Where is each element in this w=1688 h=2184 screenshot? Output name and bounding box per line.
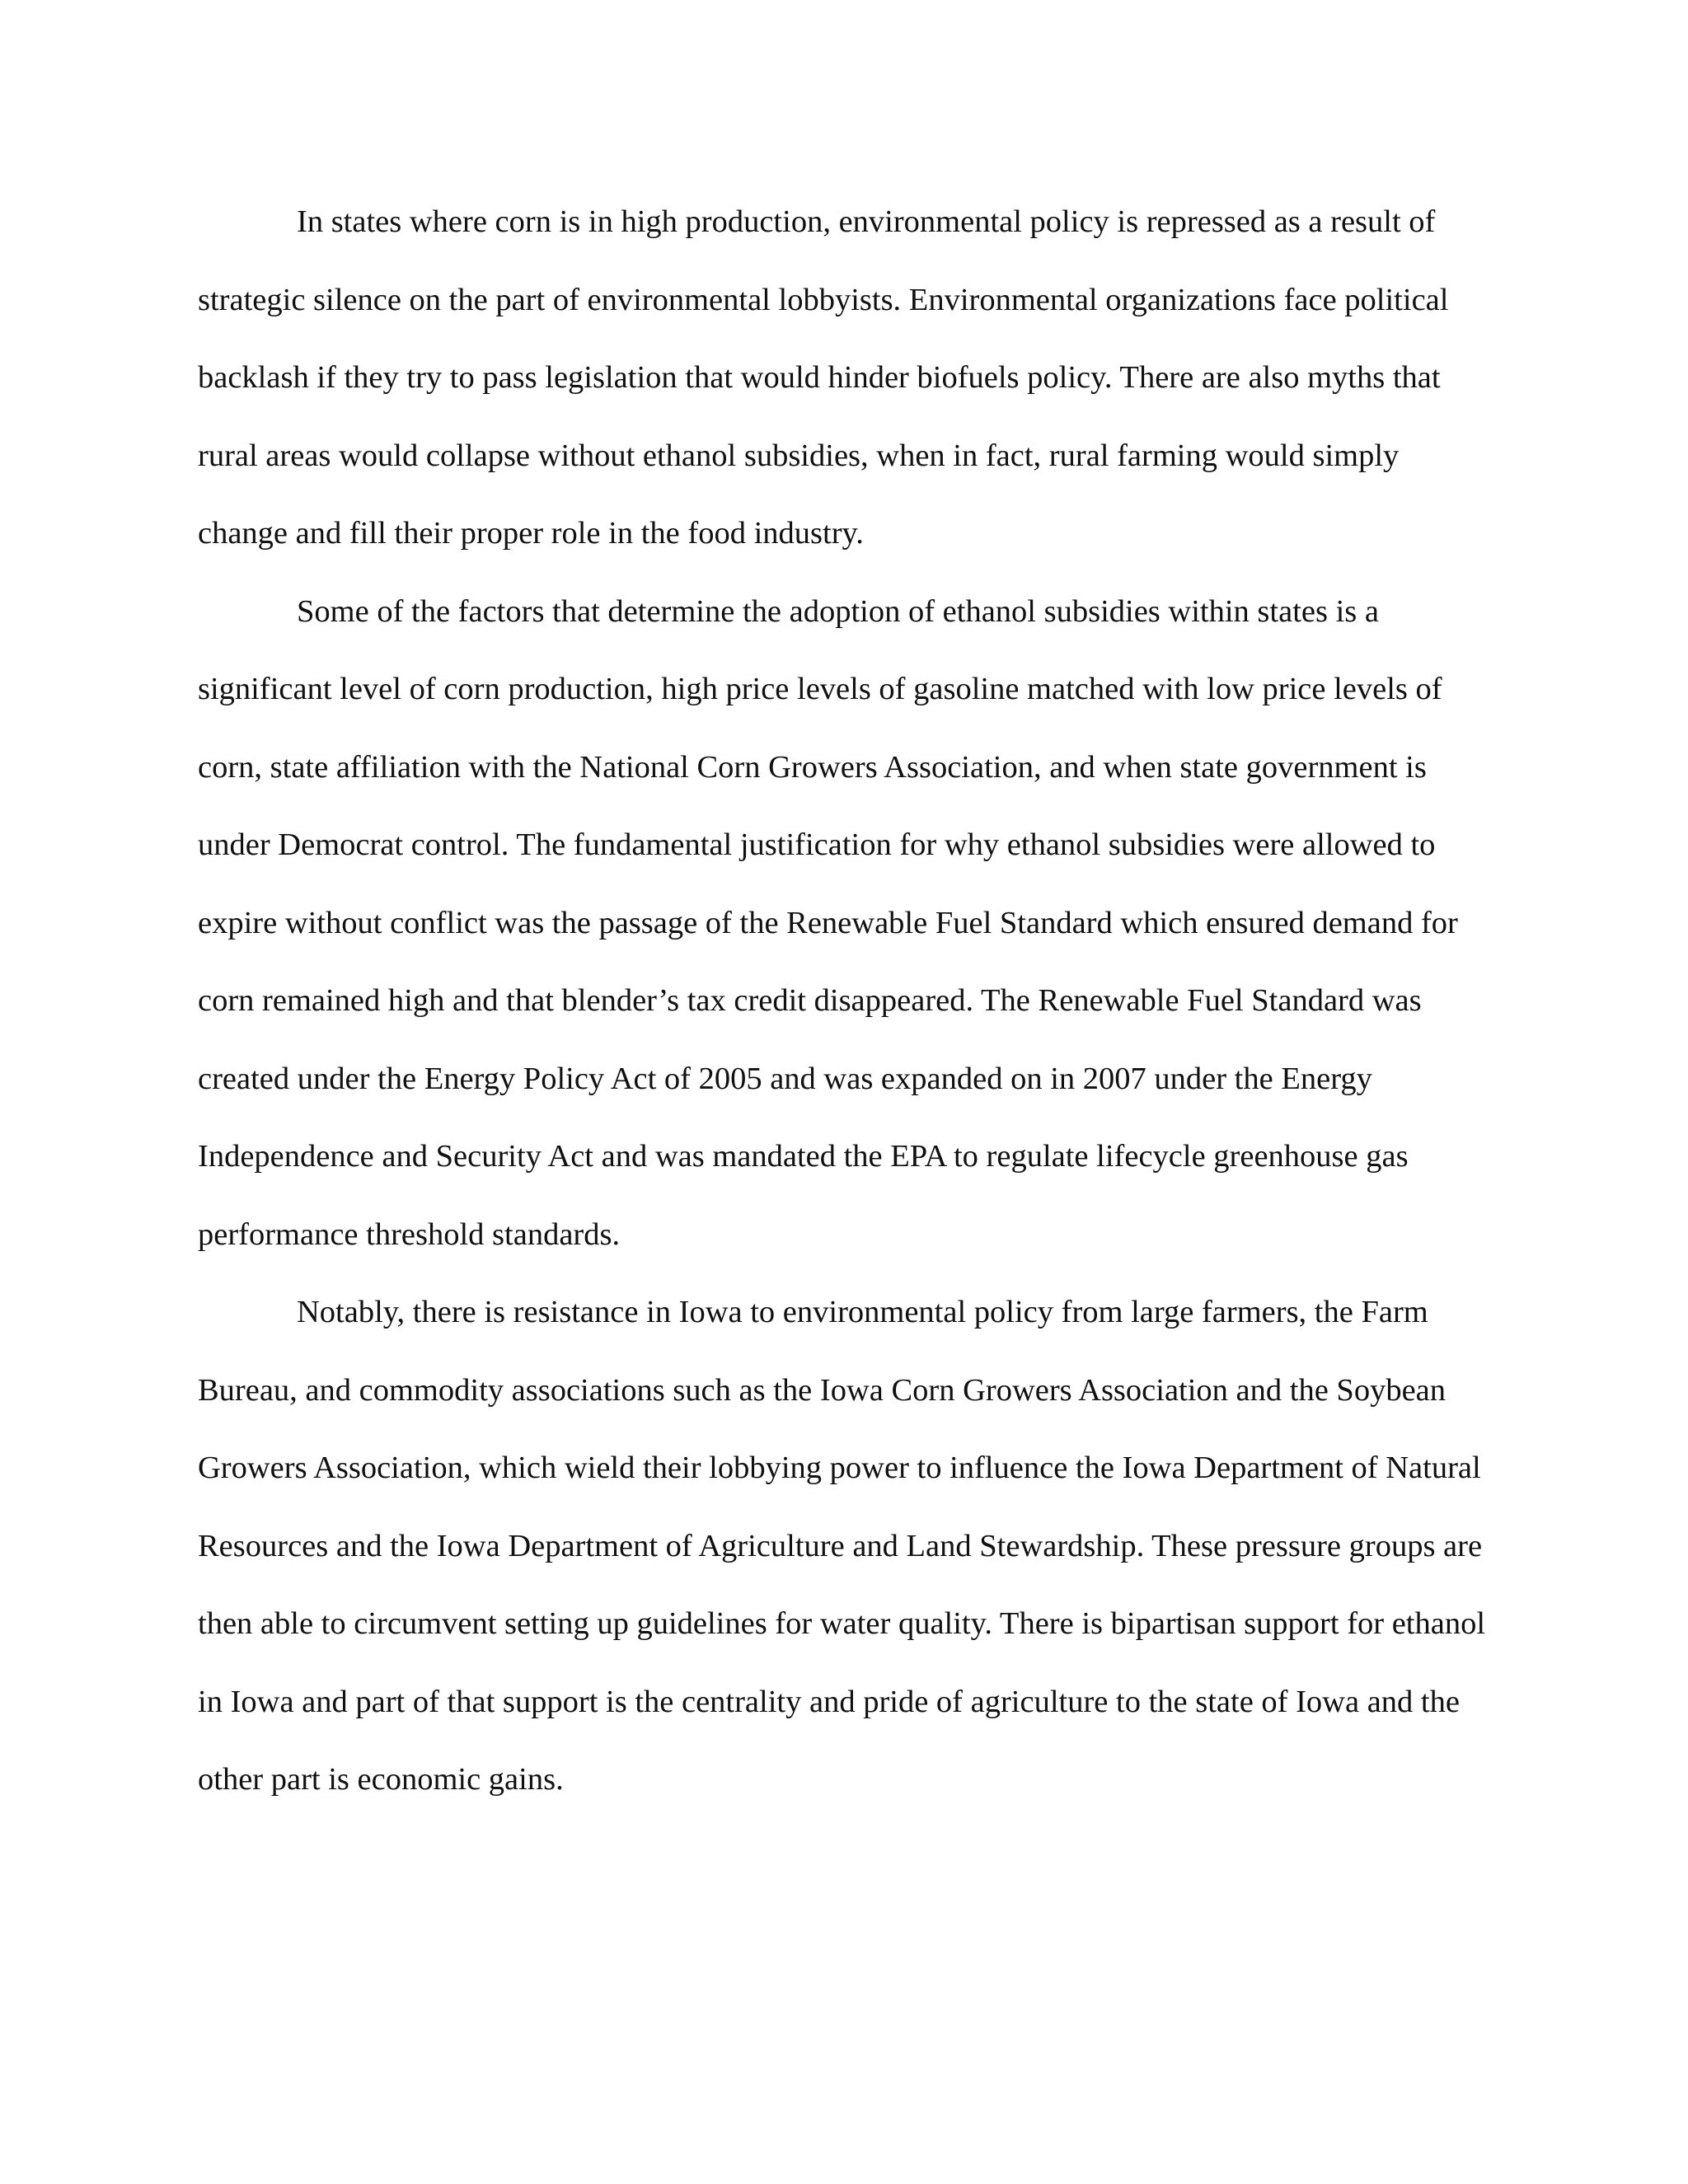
paragraph-1: In states where corn is in high production, environmental policy is repressed as a result of strategic silence on the part of environmental lobbyists. Environmental organizations face political backlash if they try to pass legislation that would hinder biofuels policy. There are also myths that rural areas would collapse without ethanol subsidies, when in fact, rural farming would simply change and fill their proper role in the food industry. bbox=[198, 204, 1449, 551]
document-body bbox=[198, 183, 1489, 1819]
paragraph-3: Notably, there is resistance in Iowa to environmental policy from large farmers, the Farm Bureau, and commodity associations such as the Iowa Corn Growers Association and the Soybean Growers Association, which wield their lobbying power to influence the Iowa Department of Natural Resources and the Iowa Department of Agriculture and Land Stewardship. These pressure groups are then able to circumvent setting up guidelines for water quality. There is bipartisan support for ethanol in Iowa and part of that support is the centrality and pride of agriculture to the state of Iowa and the other part is economic gains. bbox=[198, 1295, 1486, 1797]
paragraph-2: Some of the factors that determine the adoption of ethanol subsidies within states is a significant level of corn production, high price levels of gasoline matched with low price levels of corn, state affiliation with the National Corn Growers Association, and when state government is under Democrat control. The fundamental justification for why ethanol subsidies were allowed to expire without conflict was the passage of the Renewable Fuel Standard which ensured demand for corn remained high and that blender’s tax credit disappeared. The Renewable Fuel Standard was created under the Energy Policy Act of 2005 and was expanded on in 2007 under the Energy Independence and Security Act and was mandated the EPA to regulate lifecycle greenhouse gas performance threshold standards. bbox=[198, 593, 1458, 1252]
